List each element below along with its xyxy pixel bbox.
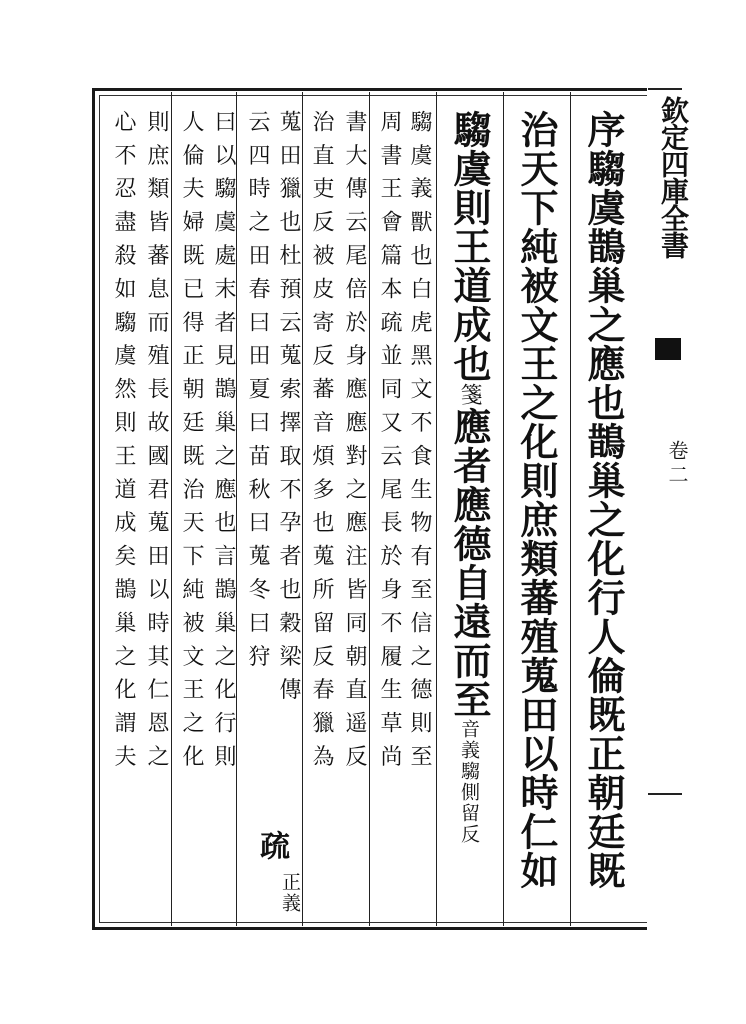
commentary-column-10: 心不忍盡殺如騶虞然則王道成矣鵲巢之化謂夫 — [111, 110, 136, 778]
margin-rule — [648, 88, 682, 90]
text-column-1: 序騶虞鵲巢之應也鵲巢之化行人倫既正朝廷既 — [581, 110, 626, 890]
annotation-text: 音義騶側留反 — [458, 719, 480, 845]
margin-rule — [648, 793, 682, 795]
commentary-text: 蒐田獵也杜預云蒐索擇取不孕者也穀梁傳 — [276, 110, 301, 712]
book-title: 欽定四庫全書 — [657, 96, 690, 258]
commentary-column-9: 則庶類皆蕃息而殖長故國君蒐田以時其仁恩之 — [144, 110, 169, 778]
commentary-column-5-note: 正義 — [279, 872, 301, 914]
column-rule — [503, 92, 504, 926]
volume-label: 卷二 — [665, 440, 689, 488]
commentary-column-7: 曰以騶虞處末者見鵲巢之應也言鵲巢之化行則 — [211, 110, 236, 778]
fishtail-mark — [655, 338, 681, 360]
commentary-column-4: 治直吏反被皮寄反蕃音煩多也蒐所留反春獵為 — [309, 110, 334, 778]
commentary-column-6: 云四時之田春曰田夏曰苗秋曰蒐冬曰狩 — [245, 110, 270, 678]
text-column-3 — [447, 110, 492, 845]
column-rule — [436, 92, 437, 926]
text-column-2: 治天下純被文王之化則庶類蕃殖蒐田以時仁如 — [514, 110, 559, 890]
column-rule — [570, 92, 571, 926]
annotation-text: 箋 — [457, 383, 482, 407]
commentary-column-3: 書大傳云尾倍於身應應對之應注皆同朝直遥反 — [342, 110, 367, 778]
column-rule — [302, 92, 303, 926]
commentary-column-1: 騶虞義獸也白虎黑文不食生物有至信之德則至 — [407, 110, 432, 778]
main-text: 騶虞則王道成也 — [447, 110, 492, 383]
column-rule — [236, 92, 237, 926]
commentary-column-5 — [277, 110, 299, 711]
main-text: 應者應德自遠而至 — [447, 407, 492, 719]
commentary-column-2: 周書王會篇本疏並同又云尾長於身不履生草尚 — [377, 110, 402, 778]
commentary-column-5-heading: 疏 — [254, 830, 289, 860]
column-rule — [369, 92, 370, 926]
column-rule — [171, 92, 172, 926]
commentary-column-8: 人倫夫婦既已得正朝廷既治天下純被文王之化 — [179, 110, 204, 778]
